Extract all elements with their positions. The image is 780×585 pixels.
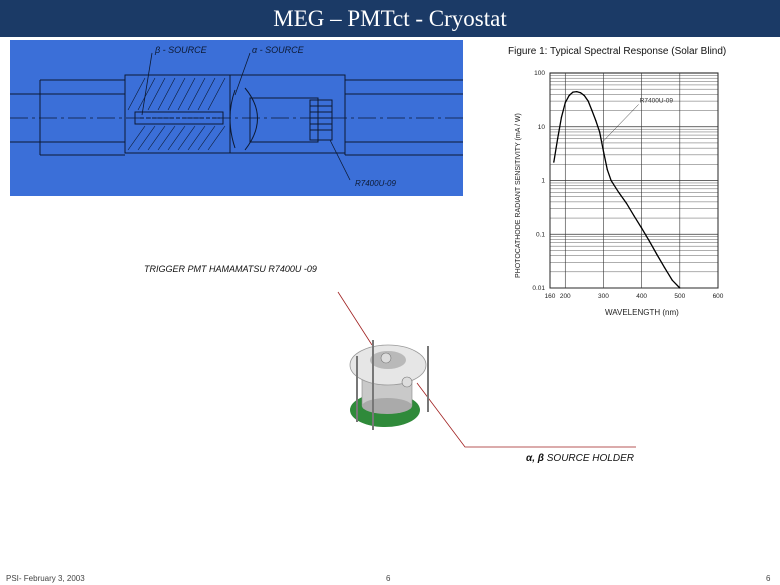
- chart-point: [672, 280, 673, 281]
- chart-xtick-label: 300: [598, 293, 609, 300]
- cryostat-drawing: [10, 40, 463, 196]
- chart-xtick-label: 600: [712, 293, 724, 300]
- chart-point: [656, 254, 657, 255]
- chart-point: [557, 138, 558, 139]
- footer-page-number: 6: [766, 574, 771, 583]
- chart-ytick-label: 1: [541, 177, 545, 185]
- chart-point: [553, 161, 554, 162]
- chart-ytick-label: 100: [534, 70, 545, 77]
- trigger-pmt-leader: [338, 292, 372, 345]
- cryostat-cross-section: [10, 40, 463, 196]
- chart-point: [584, 95, 585, 96]
- chart-point: [641, 228, 642, 229]
- chart-ytick-label: 0.1: [535, 231, 545, 239]
- footer-center-page: 6: [386, 574, 391, 583]
- chart-title: Figure 1: Typical Spectral Response (Solar Blind): [508, 46, 727, 57]
- chart-ylabel: PHOTOCATHODE RADIANT SENSITIVITY (mA / W): [515, 113, 522, 278]
- alpha-source-label: α - SOURCE: [252, 45, 304, 55]
- chart-point: [591, 110, 592, 111]
- chart-ytick-label: 0.01: [532, 285, 545, 292]
- source-holder-label: [526, 453, 634, 464]
- chart-point: [595, 120, 596, 121]
- chart-xtick-label: 160: [544, 293, 556, 300]
- chart-annotation: R7400U-09: [639, 97, 673, 105]
- holder-hole: [370, 351, 406, 369]
- model-label: R7400U-09: [355, 179, 396, 188]
- source-holder-leader: [417, 383, 636, 447]
- spectral-response-chart: [500, 38, 760, 328]
- source-holder-symbols: α, β: [526, 453, 544, 464]
- chart-point: [664, 267, 665, 268]
- beta-source-label: β - SOURCE: [155, 45, 207, 55]
- chart-point: [572, 92, 573, 93]
- chart-xtick-label: 500: [674, 293, 686, 300]
- chart-point: [633, 215, 634, 216]
- pcb-disc: [350, 393, 420, 427]
- chart-ytick-label: 10: [537, 123, 545, 131]
- chart-xtick-label: 200: [559, 293, 571, 300]
- chart-point: [561, 117, 562, 118]
- chart-xlabel: WAVELENGTH (nm): [605, 308, 679, 317]
- holder-base: [362, 398, 412, 414]
- chart-point: [618, 192, 619, 193]
- chart-point: [603, 151, 604, 152]
- chart-point: [626, 202, 627, 203]
- source-bead: [381, 353, 391, 363]
- chart-xtick-label: 400: [636, 293, 648, 300]
- chart-point: [679, 287, 680, 288]
- footer-date: PSI- February 3, 2003: [6, 574, 85, 583]
- chart-point: [580, 92, 581, 93]
- side-screw: [402, 377, 412, 387]
- chart-annotation-leader: [602, 104, 639, 142]
- chart-point: [607, 169, 608, 170]
- chart-series-line: [554, 92, 680, 288]
- slide-title: MEG – PMTct - Cryostat: [0, 0, 780, 37]
- chart-point: [599, 131, 600, 132]
- chart-point: [576, 91, 577, 92]
- chart-point: [568, 95, 569, 96]
- trigger-pmt-label: TRIGGER PMT HAMAMATSU R7400U -09: [144, 264, 317, 274]
- holder-body: [362, 362, 412, 406]
- chart-point: [588, 101, 589, 102]
- chart-point: [610, 180, 611, 181]
- holder-top: [350, 345, 426, 385]
- chart-point: [565, 102, 566, 103]
- source-holder-text: SOURCE HOLDER: [546, 453, 634, 464]
- chart-point: [649, 240, 650, 241]
